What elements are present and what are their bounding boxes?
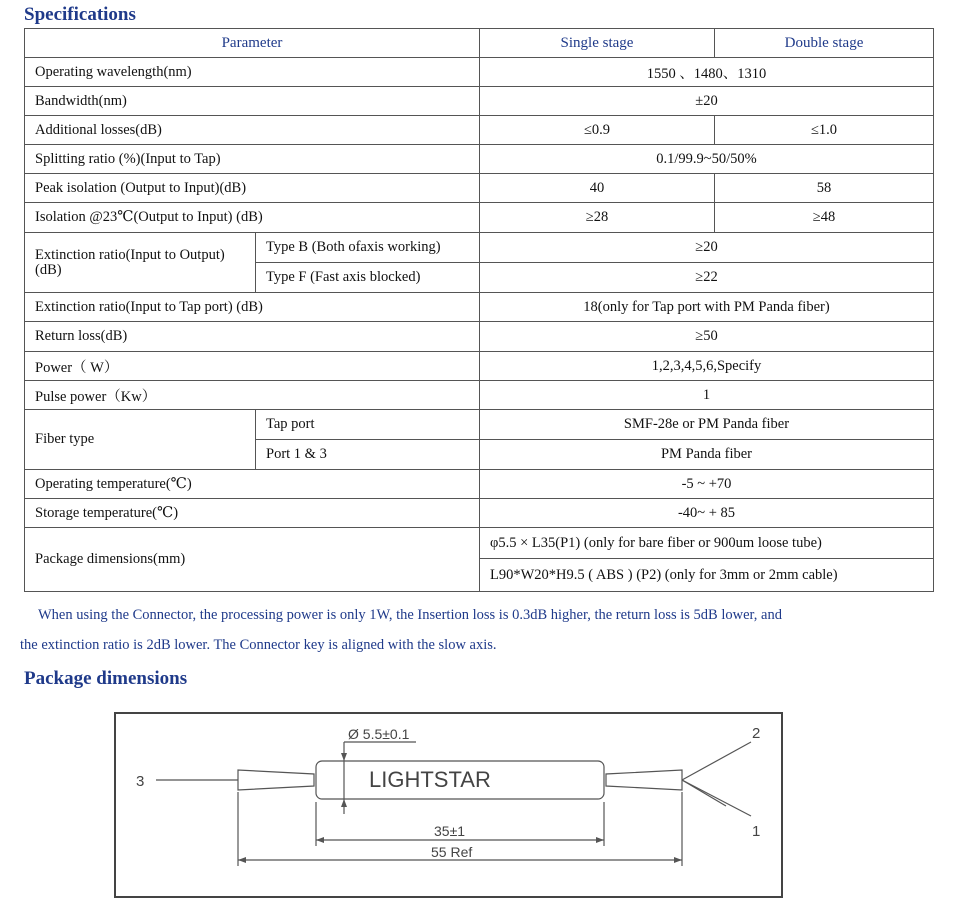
row-value-double: ≥48 [715, 203, 934, 233]
row-label: Operating temperature(℃) [25, 470, 480, 499]
arrow-icon [341, 799, 347, 807]
row-sublabel: Type B (Both ofaxis working) [256, 233, 480, 263]
specifications-table [24, 28, 934, 592]
row-value: ≥22 [480, 263, 934, 293]
table-row [25, 410, 934, 440]
connector-note [20, 600, 940, 660]
brand-label: LIGHTSTAR [369, 767, 491, 792]
arrow-icon [316, 837, 324, 843]
row-value: ±20 [480, 87, 934, 116]
table-row [25, 322, 934, 352]
row-label: Pulse power（Kw） [25, 381, 480, 410]
body-length-label: 35±1 [434, 823, 466, 839]
package-dimensions-heading: Package dimensions [24, 668, 188, 689]
arrow-icon [674, 857, 682, 863]
table-row [25, 87, 934, 116]
arrow-icon [341, 753, 347, 761]
row-value: 1550 、1480、1310 [480, 58, 934, 87]
total-length-label: 55 Ref [431, 844, 473, 860]
row-value: -40~ + 85 [480, 499, 934, 528]
row-label: Extinction ratio(Input to Tap port) (dB) [25, 293, 480, 322]
port-3-label: 3 [136, 773, 145, 790]
note-line-2: the extinction ratio is 2dB lower. The Connector key is aligned with the slow axis. [20, 637, 497, 653]
row-value: L90*W20*H9.5 ( ABS ) (P2) (only for 3mm or 2mm cable) [480, 559, 934, 592]
row-label: Operating wavelength(nm) [25, 58, 480, 87]
row-value: φ5.5 × L35(P1) (only for bare fiber or 900um loose tube) [480, 528, 934, 559]
diameter-label: Ø 5.5±0.1 [348, 726, 410, 742]
row-value: 1 [480, 381, 934, 410]
specifications-heading: Specifications [24, 4, 136, 25]
row-label: Storage temperature(℃) [25, 499, 480, 528]
header-parameter: Parameter [25, 29, 480, 58]
fiber-port-1-line [682, 780, 751, 816]
row-value: PM Panda fiber [480, 440, 934, 470]
row-value-single: 40 [480, 174, 715, 203]
table-row [25, 528, 934, 559]
row-label: Additional losses(dB) [25, 116, 480, 145]
table-row [25, 233, 934, 263]
row-value-single: ≤0.9 [480, 116, 715, 145]
row-label: Isolation @23℃(Output to Input) (dB) [25, 203, 480, 233]
row-value-single: ≥28 [480, 203, 715, 233]
row-label: Splitting ratio (%)(Input to Tap) [25, 145, 480, 174]
header-single-stage: Single stage [480, 29, 715, 58]
table-row [25, 58, 934, 87]
header-double-stage: Double stage [715, 29, 934, 58]
table-row [25, 174, 934, 203]
row-value: 18(only for Tap port with PM Panda fiber) [480, 293, 934, 322]
table-row [25, 116, 934, 145]
row-value: 1,2,3,4,5,6,Specify [480, 352, 934, 381]
port-1-label: 1 [752, 823, 761, 840]
row-label: Bandwidth(nm) [25, 87, 480, 116]
row-label: Extinction ratio(Input to Output)(dB) [25, 233, 256, 293]
right-boot [606, 770, 682, 790]
row-value: ≥50 [480, 322, 934, 352]
note-line-1: When using the Connector, the processing power is only 1W, the Insertion loss is 0.3dB higher, the return loss is 5dB lower, and [38, 607, 782, 623]
arrow-icon [596, 837, 604, 843]
fiber-port-2-line [682, 742, 751, 780]
port-2-label: 2 [752, 725, 761, 742]
package-drawing [114, 712, 783, 898]
row-value: 0.1/99.9~50/50% [480, 145, 934, 174]
table-row [25, 499, 934, 528]
row-value-double: ≤1.0 [715, 116, 934, 145]
table-row [25, 145, 934, 174]
row-label: Package dimensions(mm) [25, 528, 480, 592]
table-row [25, 352, 934, 381]
row-value: SMF-28e or PM Panda fiber [480, 410, 934, 440]
row-value-double: 58 [715, 174, 934, 203]
table-header-row [25, 29, 934, 58]
table-row [25, 293, 934, 322]
row-value: -5 ~ +70 [480, 470, 934, 499]
fiber-aux-line [682, 780, 726, 806]
row-label: Power（ W） [25, 352, 480, 381]
arrow-icon [238, 857, 246, 863]
table-row [25, 381, 934, 410]
left-boot [238, 770, 314, 790]
row-label: Peak isolation (Output to Input)(dB) [25, 174, 480, 203]
row-sublabel: Port 1 & 3 [256, 440, 480, 470]
row-sublabel: Type F (Fast axis blocked) [256, 263, 480, 293]
row-value: ≥20 [480, 233, 934, 263]
table-row [25, 470, 934, 499]
package-drawing-svg [116, 714, 781, 896]
table-row [25, 203, 934, 233]
row-label: Fiber type [25, 410, 256, 470]
row-label: Return loss(dB) [25, 322, 480, 352]
row-sublabel: Tap port [256, 410, 480, 440]
